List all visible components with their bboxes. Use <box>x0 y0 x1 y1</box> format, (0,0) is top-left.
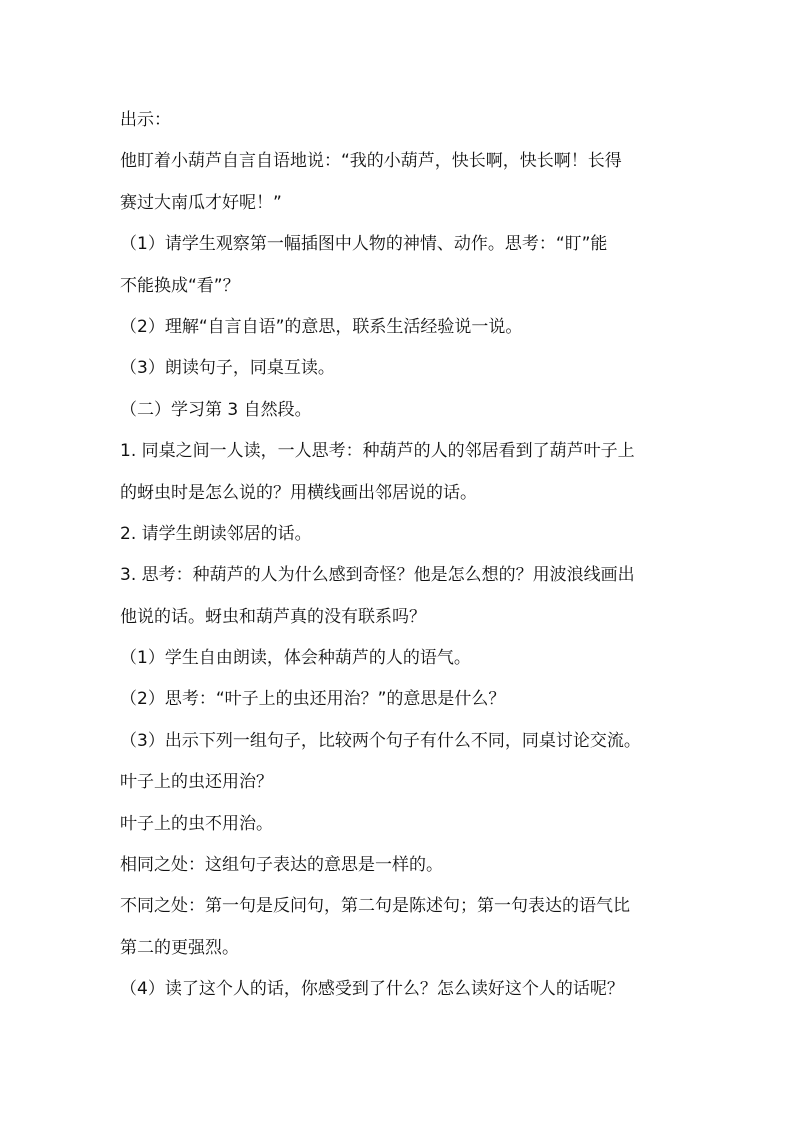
text-line: 他盯着小葫芦自言自语地说：“我的小葫芦，快长啊，快长啊！长得 <box>120 151 622 172</box>
text-line: 叶子上的虫还用治？ <box>120 772 273 793</box>
text-line: 的蚜虫时是怎么说的？用横线画出邻居说的话。 <box>120 482 477 503</box>
text-line: 出示： <box>120 110 171 130</box>
text-line: 赛过大南瓜才好呢！” <box>120 192 282 213</box>
text-line: （3）朗读句子，同桌互读。 <box>120 358 335 379</box>
text-line: 2. 请学生朗读邻居的话。 <box>120 523 312 544</box>
text-line: （二）学习第 3 自然段。 <box>120 399 312 420</box>
document-body <box>120 100 680 1011</box>
text-line: （3）出示下列一组句子，比较两个句子有什么不同，同桌讨论交流。 <box>120 730 641 751</box>
text-line: 叶子上的虫不用治。 <box>120 813 273 834</box>
text-line: （2）思考：“叶子上的虫还用治？”的意思是什么？ <box>120 689 506 710</box>
text-line: 他说的话。蚜虫和葫芦真的没有联系吗？ <box>120 606 426 627</box>
text-line: 1. 同桌之间一人读，一人思考：种葫芦的人的邻居看到了葫芦叶子上 <box>120 441 635 462</box>
text-line: 第二的更强烈。 <box>120 937 239 958</box>
text-line: （1）请学生观察第一幅插图中人物的神情、动作。思考：“盯”能 <box>120 234 608 255</box>
text-line: 不同之处：第一句是反问句，第二句是陈述句；第一句表达的语气比 <box>120 896 630 917</box>
text-line: （1）学生自由朗读，体会种葫芦的人的语气。 <box>120 648 471 669</box>
text-line: （2）理解“自言自语”的意思，联系生活经验说一说。 <box>120 316 523 337</box>
text-line: 相同之处：这组句子表达的意思是一样的。 <box>120 855 443 876</box>
text-line: （4）读了这个人的话，你感受到了什么？怎么读好这个人的话呢？ <box>120 979 624 1000</box>
text-line: 3. 思考：种葫芦的人为什么感到奇怪？他是怎么想的？用波浪线画出 <box>120 565 635 586</box>
text-line: 不能换成“看”？ <box>120 275 240 296</box>
